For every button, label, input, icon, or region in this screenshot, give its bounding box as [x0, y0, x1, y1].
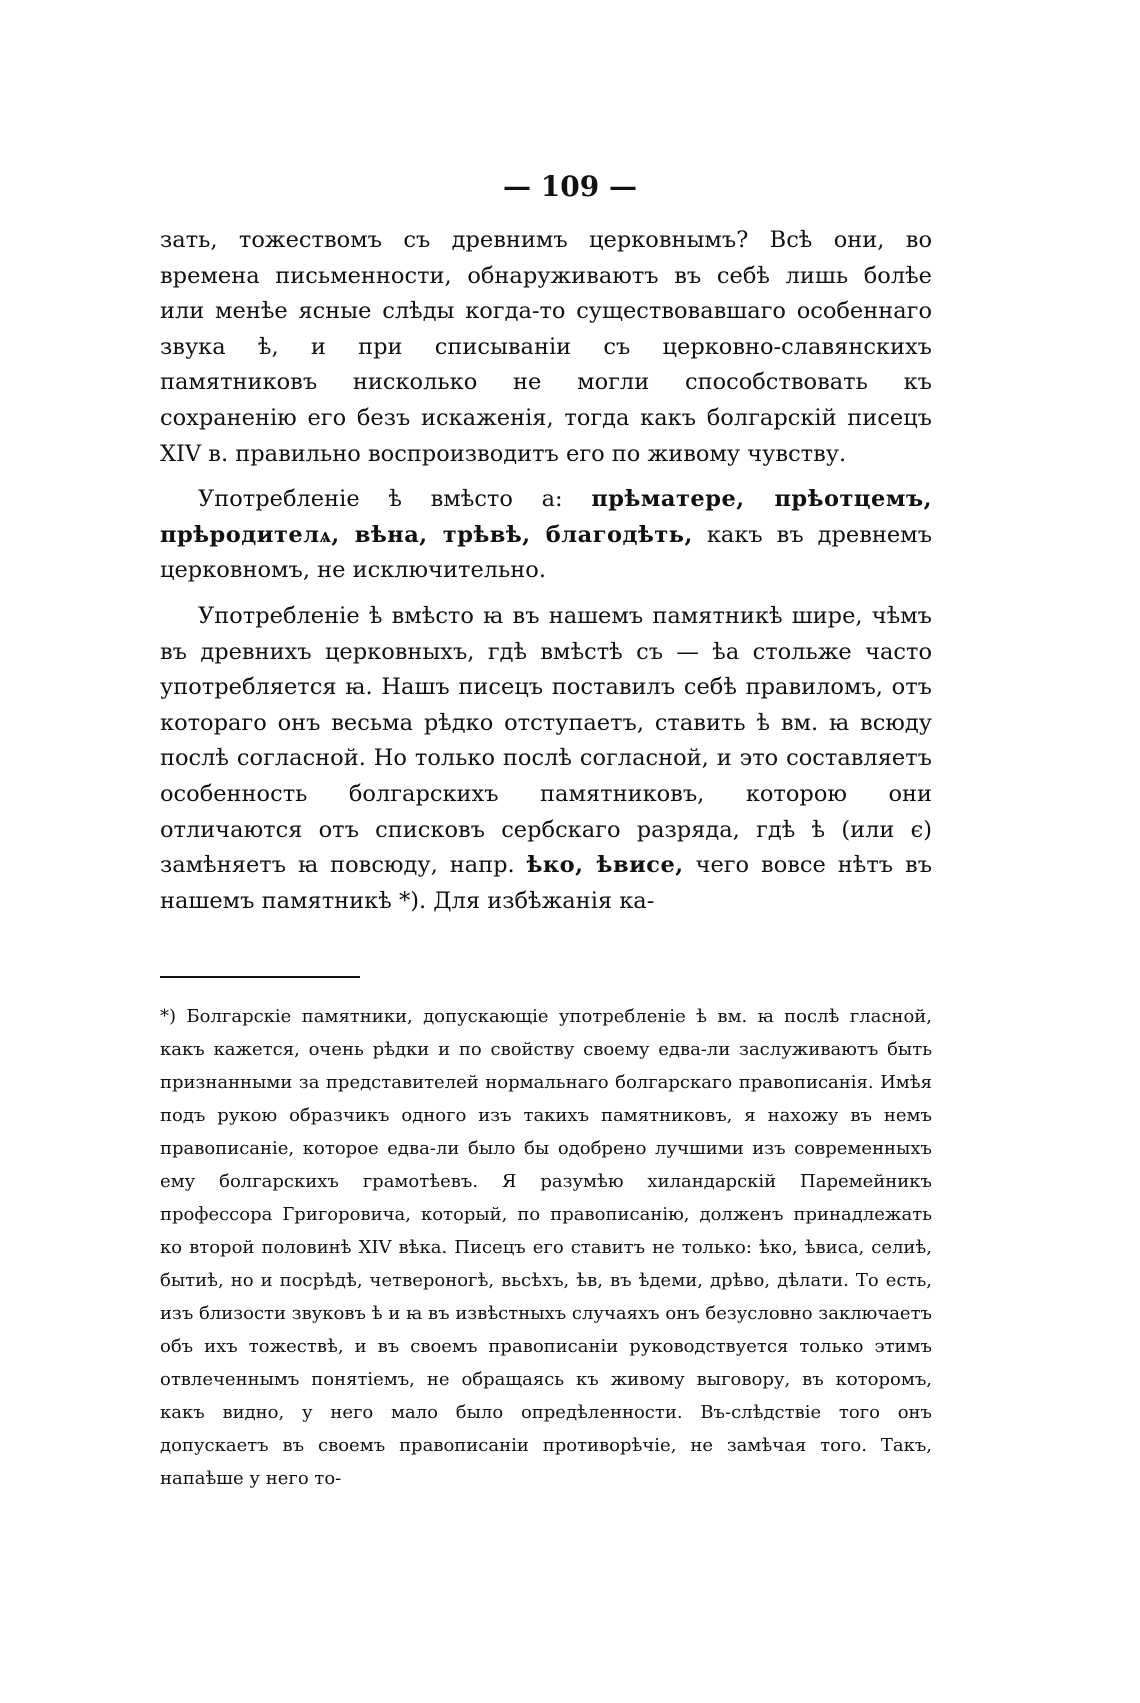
paragraph-3-text-b: чего вовсе нѣтъ въ нашемъ памятникѣ *). Для избѣжанія ка- — [160, 852, 933, 914]
paragraph-3-slavonic-words: ѣко, ѣвисе, — [526, 852, 684, 879]
footnote-divider — [160, 976, 360, 978]
paragraph-1: зать, тожествомъ съ древнимъ церковнымъ? Всѣ они, во времена письменности, обнаруживаютъ въ себѣ лишь болѣе или менѣе ясные слѣды когда-то существовавшаго особеннаго звука ѣ, и при списываніи съ церковно-славянскихъ памятниковъ нисколько не могли способствовать къ сохраненію его безъ искаженія, тогда какъ болгарскій писецъ XIV в. правильно воспроизводитъ его по живому чувству. — [160, 227, 932, 467]
main-text — [160, 223, 932, 919]
footnote-text: *) Болгарскіе памятники, допускающіе употребленіе ѣ вм. ꙗ послѣ гласной, какъ кажется, очень рѣдки и по свойству своему едва-ли заслуживаютъ быть признанными за представителей нормальнаго болгарскаго правописанія. Имѣя подъ рукою образчикъ одного изъ такихъ памятниковъ, я нахожу въ немъ правописаніе, которое едва-ли было бы одобрено лучшими изъ современныхъ ему болгарскихъ грамотѣевъ. Я разумѣю хиландарскій Паремейникъ профессора Григоровича, который, по правописанію, долженъ принадлежать ко второй половинѣ XIV вѣка. Писецъ его ставитъ не только: ѣко, ѣвиса, селиѣ, бытиѣ, но и посрѣдѣ, четвероногѣ, вьсѣхъ, ѣв, въ ѣдеми, дрѣво, дѣлати. То есть, изъ близости звуковъ ѣ и ꙗ въ извѣстныхъ случаяхъ онъ безусловно заключаетъ объ ихъ тожествѣ, и въ своемъ правописаніи руководствуется только этимъ отвлеченнымъ понятіемъ, не обращаясь къ живому выговору, въ которомъ, какъ видно, у него мало было опредѣленности. Въ-слѣдствіе того онъ допускаетъ въ своемъ правописаніи противорѣчіе, не замѣчая того. Такъ, напаѣше у него то- — [160, 1006, 932, 1489]
paragraph-2 — [160, 482, 932, 589]
paragraph-2-text-b: какъ въ древнемъ церковномъ, не исключительно. — [160, 521, 933, 584]
footnote — [160, 1000, 932, 1495]
paragraph-3-text-a: Употребленіе ѣ вмѣсто ꙗ въ нашемъ памятникѣ шире, чѣмъ въ древнихъ церковныхъ, гдѣ вмѣстѣ съ — ѣа стольже часто употребляется ꙗ. Нашъ писецъ поставилъ себѣ правиломъ, отъ котораго онъ весьма рѣдко отступаетъ, ставить ѣ вм. ꙗ всюду послѣ согласной. Но только послѣ согласной, и это составляетъ особенность болгарскихъ памятниковъ, которою они отличаются отъ списковъ сербскаго разряда, гдѣ ѣ (или є) замѣняетъ ꙗ повсюду, напр. — [160, 602, 932, 879]
paragraph-3 — [160, 599, 932, 919]
paragraph-2-slavonic-words: прѣматере, прѣотцемъ, прѣродителѧ, вѣна, трѣвѣ, благодѣть, — [160, 486, 933, 548]
page-number: — 109 — — [503, 170, 637, 203]
paragraph-2-text-a: Употребленіе ѣ вмѣсто а: — [198, 486, 563, 513]
